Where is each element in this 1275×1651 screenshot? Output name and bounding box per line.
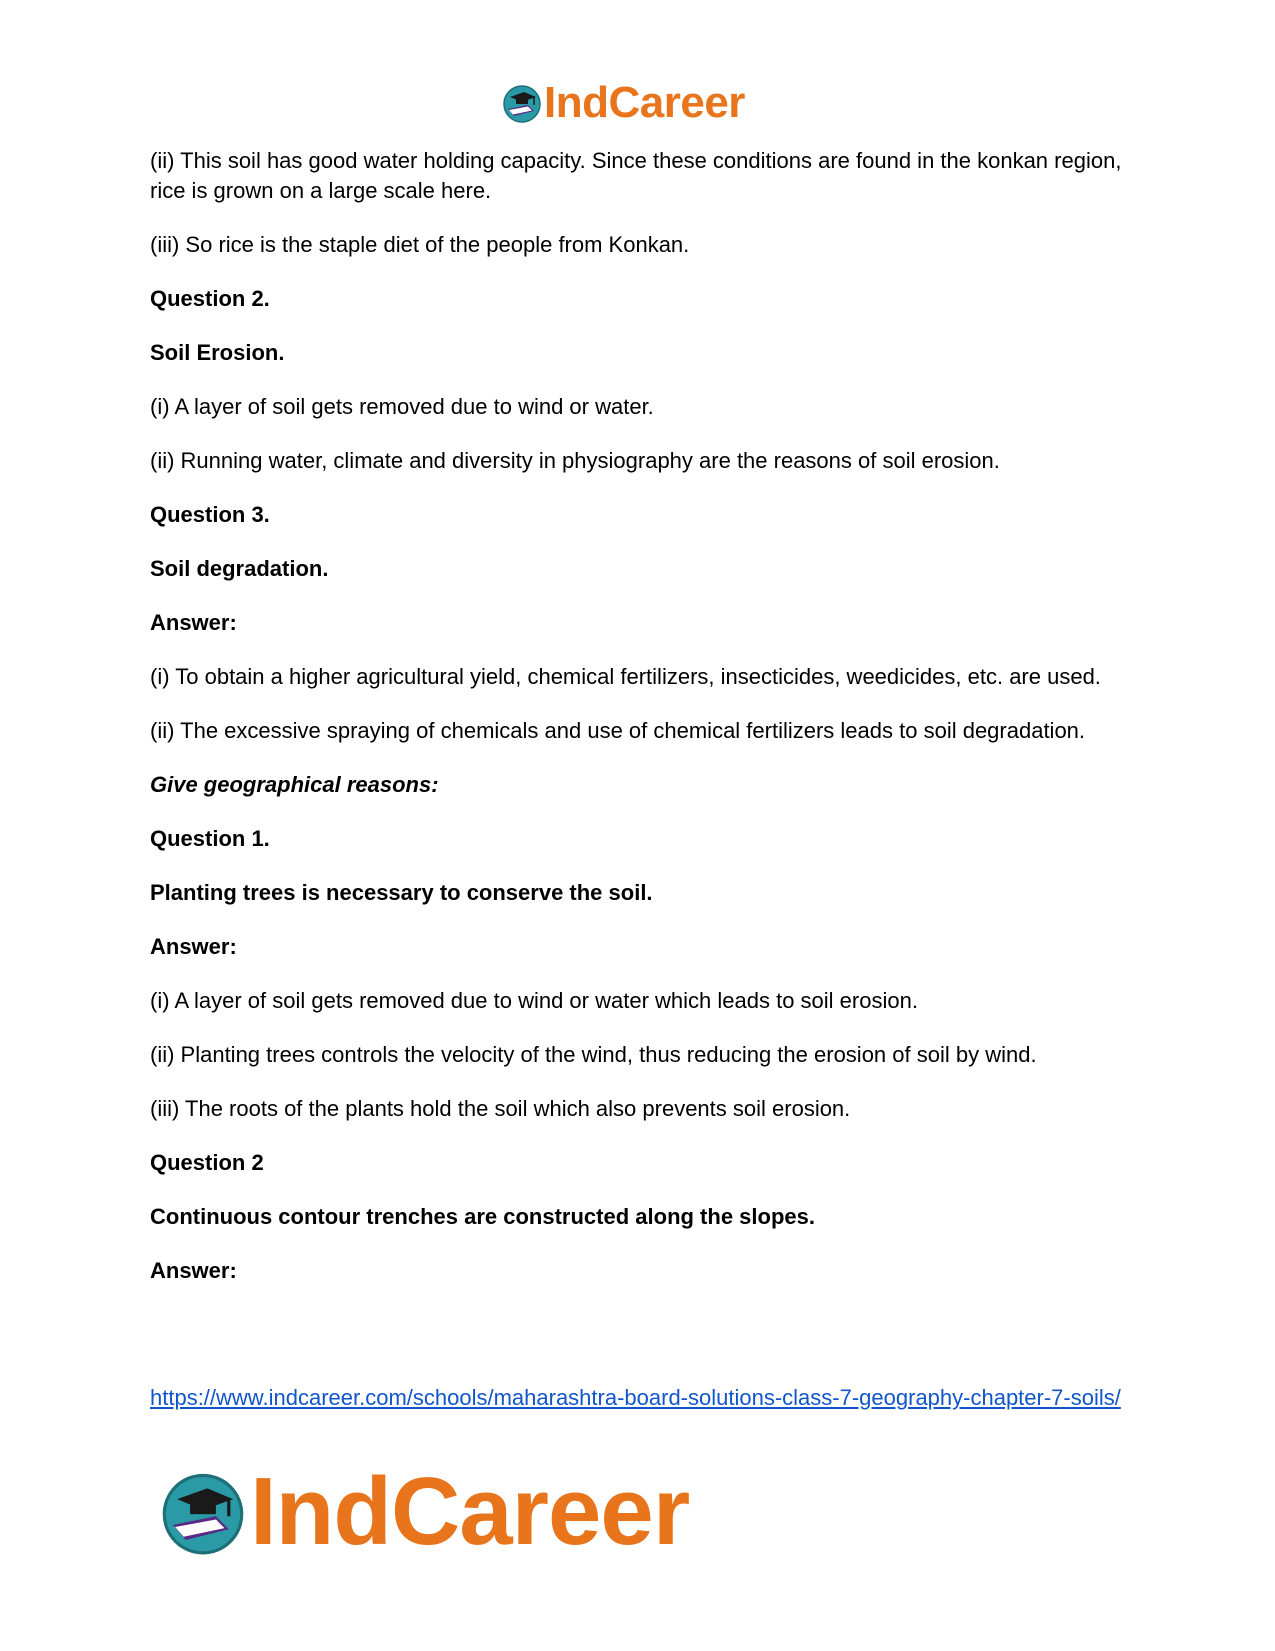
paragraph: (iii) The roots of the plants hold the soil which also prevents soil erosion. [150,1096,851,1121]
paragraph: (i) To obtain a higher agricultural yield, chemical fertilizers, insecticides, weedicides, etc. are used. [150,664,1101,689]
header-logo [502,80,745,126]
heading: Soil degradation. [150,556,329,581]
heading: Answer: [150,610,237,635]
heading: Question 2 [150,1150,264,1175]
heading: Answer: [150,1258,237,1283]
heading: Continuous contour trenches are constructed along the slopes. [150,1204,815,1229]
paragraph: (ii) Planting trees controls the velocity of the wind, thus reducing the erosion of soil by wind. [150,1042,1037,1067]
paragraph: (ii) This soil has good water holding capacity. Since these conditions are found in the konkan region, rice is grown on a large scale here. [150,148,1122,203]
graduation-cap-book-icon [160,1469,246,1555]
paragraph: (i) A layer of soil gets removed due to wind or water. [150,394,654,419]
logo-text: IndCareer [250,1458,690,1565]
document-body [150,146,1150,1310]
paragraph: (iii) So rice is the staple diet of the people from Konkan. [150,232,690,257]
heading: Question 1. [150,826,270,851]
heading: Soil Erosion. [150,340,285,365]
graduation-cap-book-icon [502,83,542,123]
paragraph: (ii) The excessive spraying of chemicals and use of chemical fertilizers leads to soil degradation. [150,718,1086,743]
paragraph: (i) A layer of soil gets removed due to wind or water which leads to soil erosion. [150,988,918,1013]
heading: Question 2. [150,286,270,311]
footer-logo [160,1458,690,1565]
paragraph: (ii) Running water, climate and diversity in physiography are the reasons of soil erosion. [150,448,1000,473]
heading: Answer: [150,934,237,959]
heading: Give geographical reasons: [150,772,439,797]
source-link[interactable]: https://www.indcareer.com/schools/maharashtra-board-solutions-class-7-geography-chapter-7-soils/ [150,1385,1121,1410]
heading: Question 3. [150,502,270,527]
logo-text: IndCareer [544,78,745,127]
heading: Planting trees is necessary to conserve the soil. [150,880,653,905]
